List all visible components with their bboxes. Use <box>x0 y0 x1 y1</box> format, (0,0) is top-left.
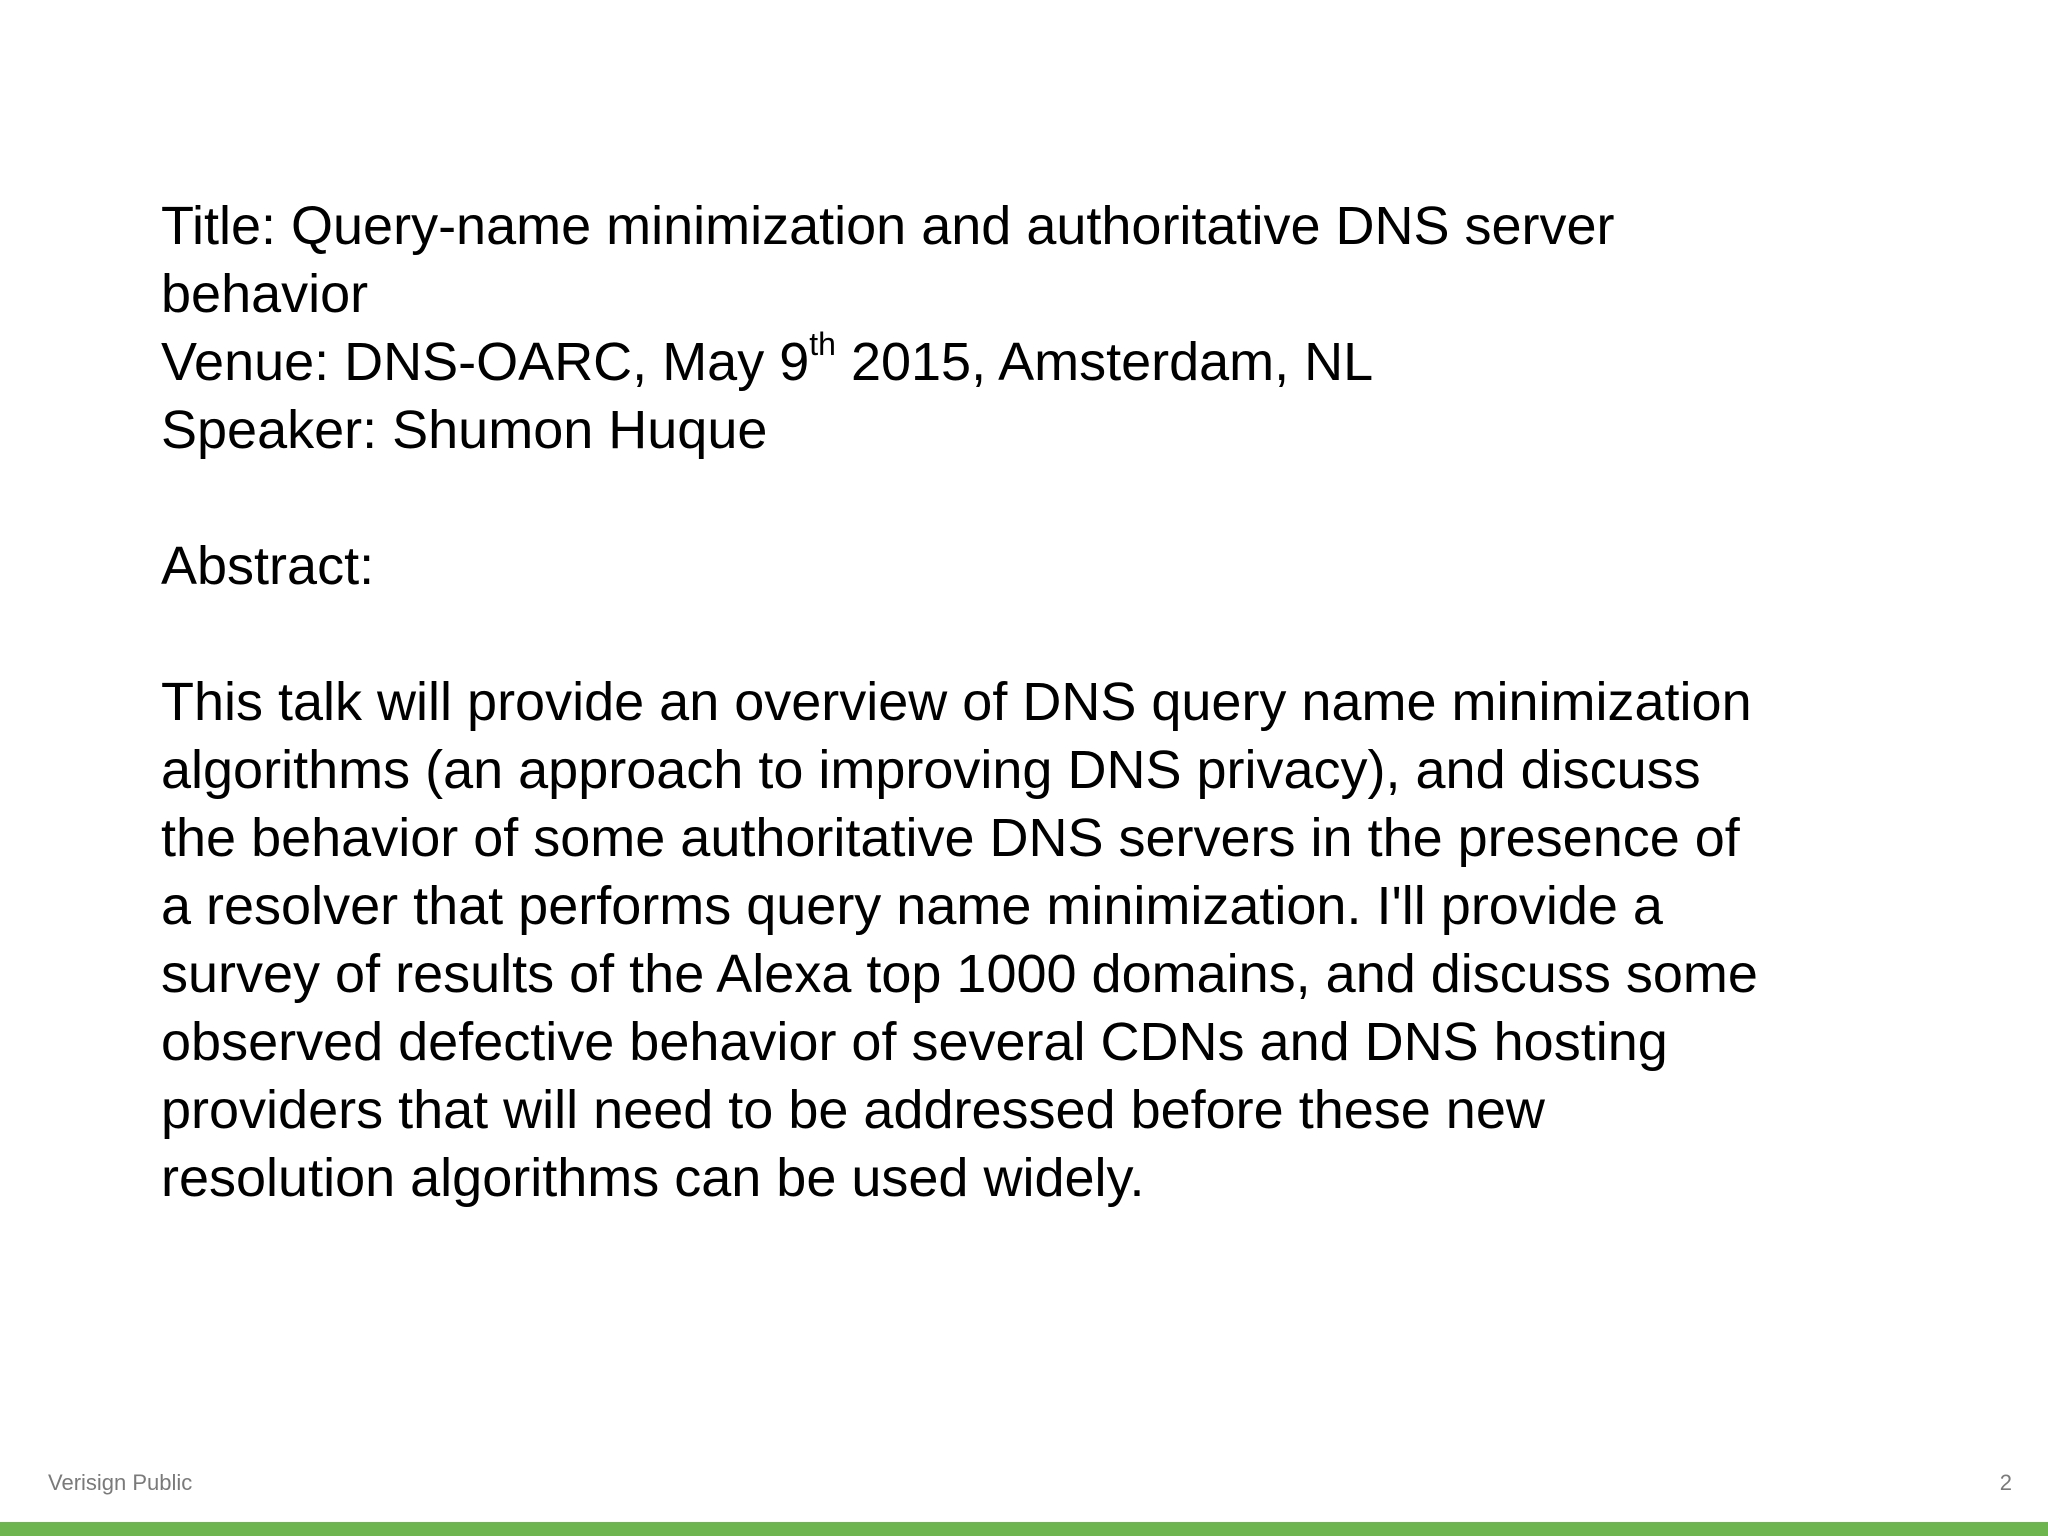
abstract-line: resolution algorithms can be used widely. <box>161 1148 1145 1208</box>
venue-superscript: th <box>809 326 836 362</box>
abstract-line: the behavior of some authoritative DNS servers in the presence of <box>161 808 1740 868</box>
abstract-line: survey of results of the Alexa top 1000 domains, and discuss some <box>161 944 1758 1004</box>
title-line-1: Title: Query-name minimization and authoritative DNS server <box>161 196 1615 256</box>
venue-line <box>161 328 1901 396</box>
venue-text-rest: 2015, Amsterdam, NL <box>835 332 1374 392</box>
abstract-line: a resolver that performs query name minimization. I'll provide a <box>161 876 1663 936</box>
title-line-2: behavior <box>161 264 369 324</box>
abstract-line: observed defective behavior of several CDNs and DNS hosting <box>161 1012 1668 1072</box>
slide-content <box>161 192 1901 1212</box>
abstract-line: algorithms (an approach to improving DNS privacy), and discuss <box>161 740 1701 800</box>
abstract-label: Abstract: <box>161 536 375 596</box>
abstract-line: This talk will provide an overview of DNS query name minimization <box>161 672 1752 732</box>
spacer <box>161 464 1901 532</box>
abstract-line: providers that will need to be addressed before these new <box>161 1080 1545 1140</box>
spacer <box>161 600 1901 668</box>
venue-text: Venue: DNS-OARC, May 9 <box>161 332 810 392</box>
accent-bar <box>0 1522 2048 1536</box>
speaker-line: Speaker: Shumon Huque <box>161 400 768 460</box>
page-number: 2 <box>1999 1470 2012 1495</box>
footer-classification: Verisign Public <box>48 1470 193 1495</box>
